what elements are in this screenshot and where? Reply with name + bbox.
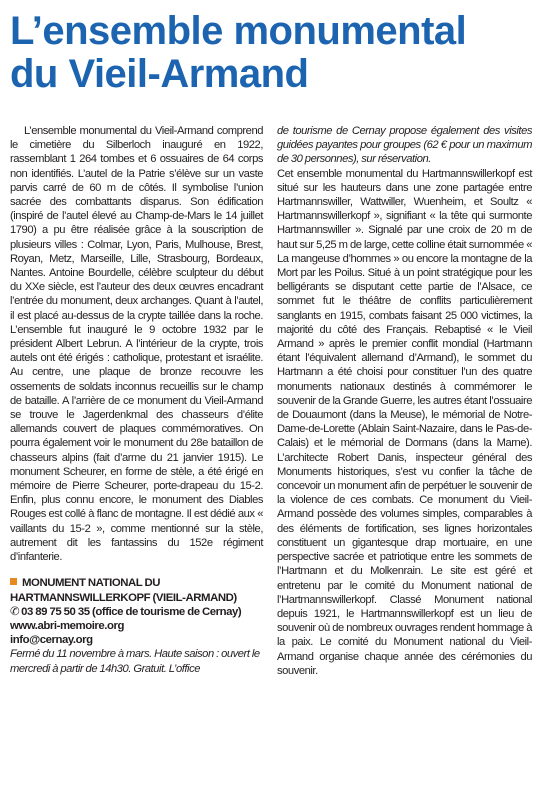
info-box xyxy=(10,576,263,675)
info-website[interactable]: www.abri-memoire.org xyxy=(10,619,124,632)
right-column xyxy=(277,124,532,678)
info-heading: MONUMENT NATIONAL DU HARTMANNSWILLERKOPF (VIEIL-ARMAND) xyxy=(10,577,237,604)
article-title xyxy=(10,10,532,96)
info-phone: 03 89 75 50 35 (office de tourisme de Cernay) xyxy=(21,605,242,618)
info-hours-continuation: de tourisme de Cernay propose également des visites guidées payantes pour groupes (62 € pour un maximum de 30 personnes), sur réservation. xyxy=(277,125,532,166)
info-email[interactable]: info@cernay.org xyxy=(10,634,93,647)
info-heading-wrapper xyxy=(10,576,263,604)
title-line-2: du Vieil-Armand xyxy=(10,52,309,96)
info-hours: Fermé du 11 novembre à mars. Haute saison : ouvert le mercredi à partir de 14h30. Gratuit. L’office xyxy=(10,648,260,675)
phone-icon: ✆ xyxy=(10,605,20,618)
title-line-1: L’ensemble monumental xyxy=(10,9,467,53)
orange-square-icon xyxy=(10,578,17,585)
info-phone-line xyxy=(10,605,263,619)
left-body-text: L’ensemble monumental du Vieil-Armand comprend le cimetière du Silberloch inauguré en 1922, rassemblant 1 264 tombes et 6 ossuaires de 64 corps non identifiés. L’autel de la Patrie s’élève sur un vaste parvis carré de 60 m de côtés. Il symbolise l’union sacrée des combattants disparus. Son édification (inspiré de l’autel élevé au Champ-de-Mars le 14 juillet 1790) a pu être réalisée grâce à la souscription de plusieurs villes : Colmar, Lyon, Paris, Mulhouse, Brest, Royan, Metz, Marseille, Lille, Strasbourg, Bordeaux, Nantes. Antoine Bourdelle, célèbre sculpteur du début du XXe siècle, est l’auteur des deux œuvres encadrant l’entrée du monument, deux archanges. Quant à l’autel, il est placé au-dessus de la crypte taillée dans la roche. L’ensemble fut inauguré le 9 octobre 1932 par le président Albert Lebrun. A l’intérieur de la crypte, trois autels ont été érigés : catholique, protestant et israélite. Au centre, une plaque de bronze recouvre les ossements de soldats inconnus recueillis sur le champ de bataille. A l’arrière de ce monument du Vieil-Armand se trouve le Jagerdenkmal des chasseurs d’élite allemands couvert de plaques commémoratives. On pourra également voir le monument du 28e bataillon de chasseurs alpins (fait d’arme du 21 janvier 1915). Le monument Scheurer, en forme de stèle, a été érigé en mémoire de Pierre Scheurer, porte-drapeau du 15-2. Enfin, plus connu encore, le monument des Diables Rouges est collé à flanc de montagne. Il est dédié aux « vaillants du 15-2 », comme mentionné sur la stèle, autrement dit les fantassins du 152e régiment d’infanterie. xyxy=(10,125,263,564)
left-column xyxy=(10,124,263,676)
right-body-text: Cet ensemble monumental du Hartmannswillerkopf est situé sur les hauteurs dans une zone partagée entre Hartmannswiller, Wattwiller, Wuenheim, et Soultz « Hartmannswillerkopf », signifiant « la tête qui surmonte Hartmannswiller ». Signalé par une croix de 20 m de haut sur 5,25 m de large, cette colline était surnommée « La mangeuse d’hommes » ou encore la montagne de la Mort par les Poilus. Situé à un point stratégique pour les belligérants se disputant cette partie de l’Alsace, ce sommet fut le théâtre de conflits particulièrement sanglants en 1915, combats faisant 25 000 victimes, la majorité du côté des Français. Rebaptisé « le Vieil Armand » après le premier conflit mondial (Hartmann étant l’équivalent allemand d’Armand), le sommet du Hartmann a été choisi pour constituer l’un des quatre monuments nationaux destinés à commémorer le souvenir de la Grande Guerre, les autres étant l’ossuaire de Douaumont (dans la Meuse), le mémorial de Notre-Dame-de-Lorette (Ablain Saint-Nazaire, dans le Pas-de-Calais) et le mémorial de Dormans (dans la Marne). L’architecte Robert Danis, inspecteur général des Monuments historiques, s’est vu confier la tâche de concevoir un monument afin de perpétuer le souvenir de la violence de ces combats. Ce monument du Vieil-Armand possède des volumes simples, comparables à des éléments de fortification, ses lignes horizontales constituent un gigantesque drap mortuaire, en une perspective sacrée et patriotique entre les sommets de l’Hartmann et du Molkenrain. Le site est géré et entretenu par le comité du Monument national de l’Hartmannswillerkopf. Classé Monument national depuis 1921, le Hartmannswillerkopf est un lieu de souvenir où de nombreux ouvrages rendent hommage à la paix. Le comité du Monument national du Vieil-Armand organise chaque année des cérémonies du souvenir. xyxy=(277,167,532,677)
